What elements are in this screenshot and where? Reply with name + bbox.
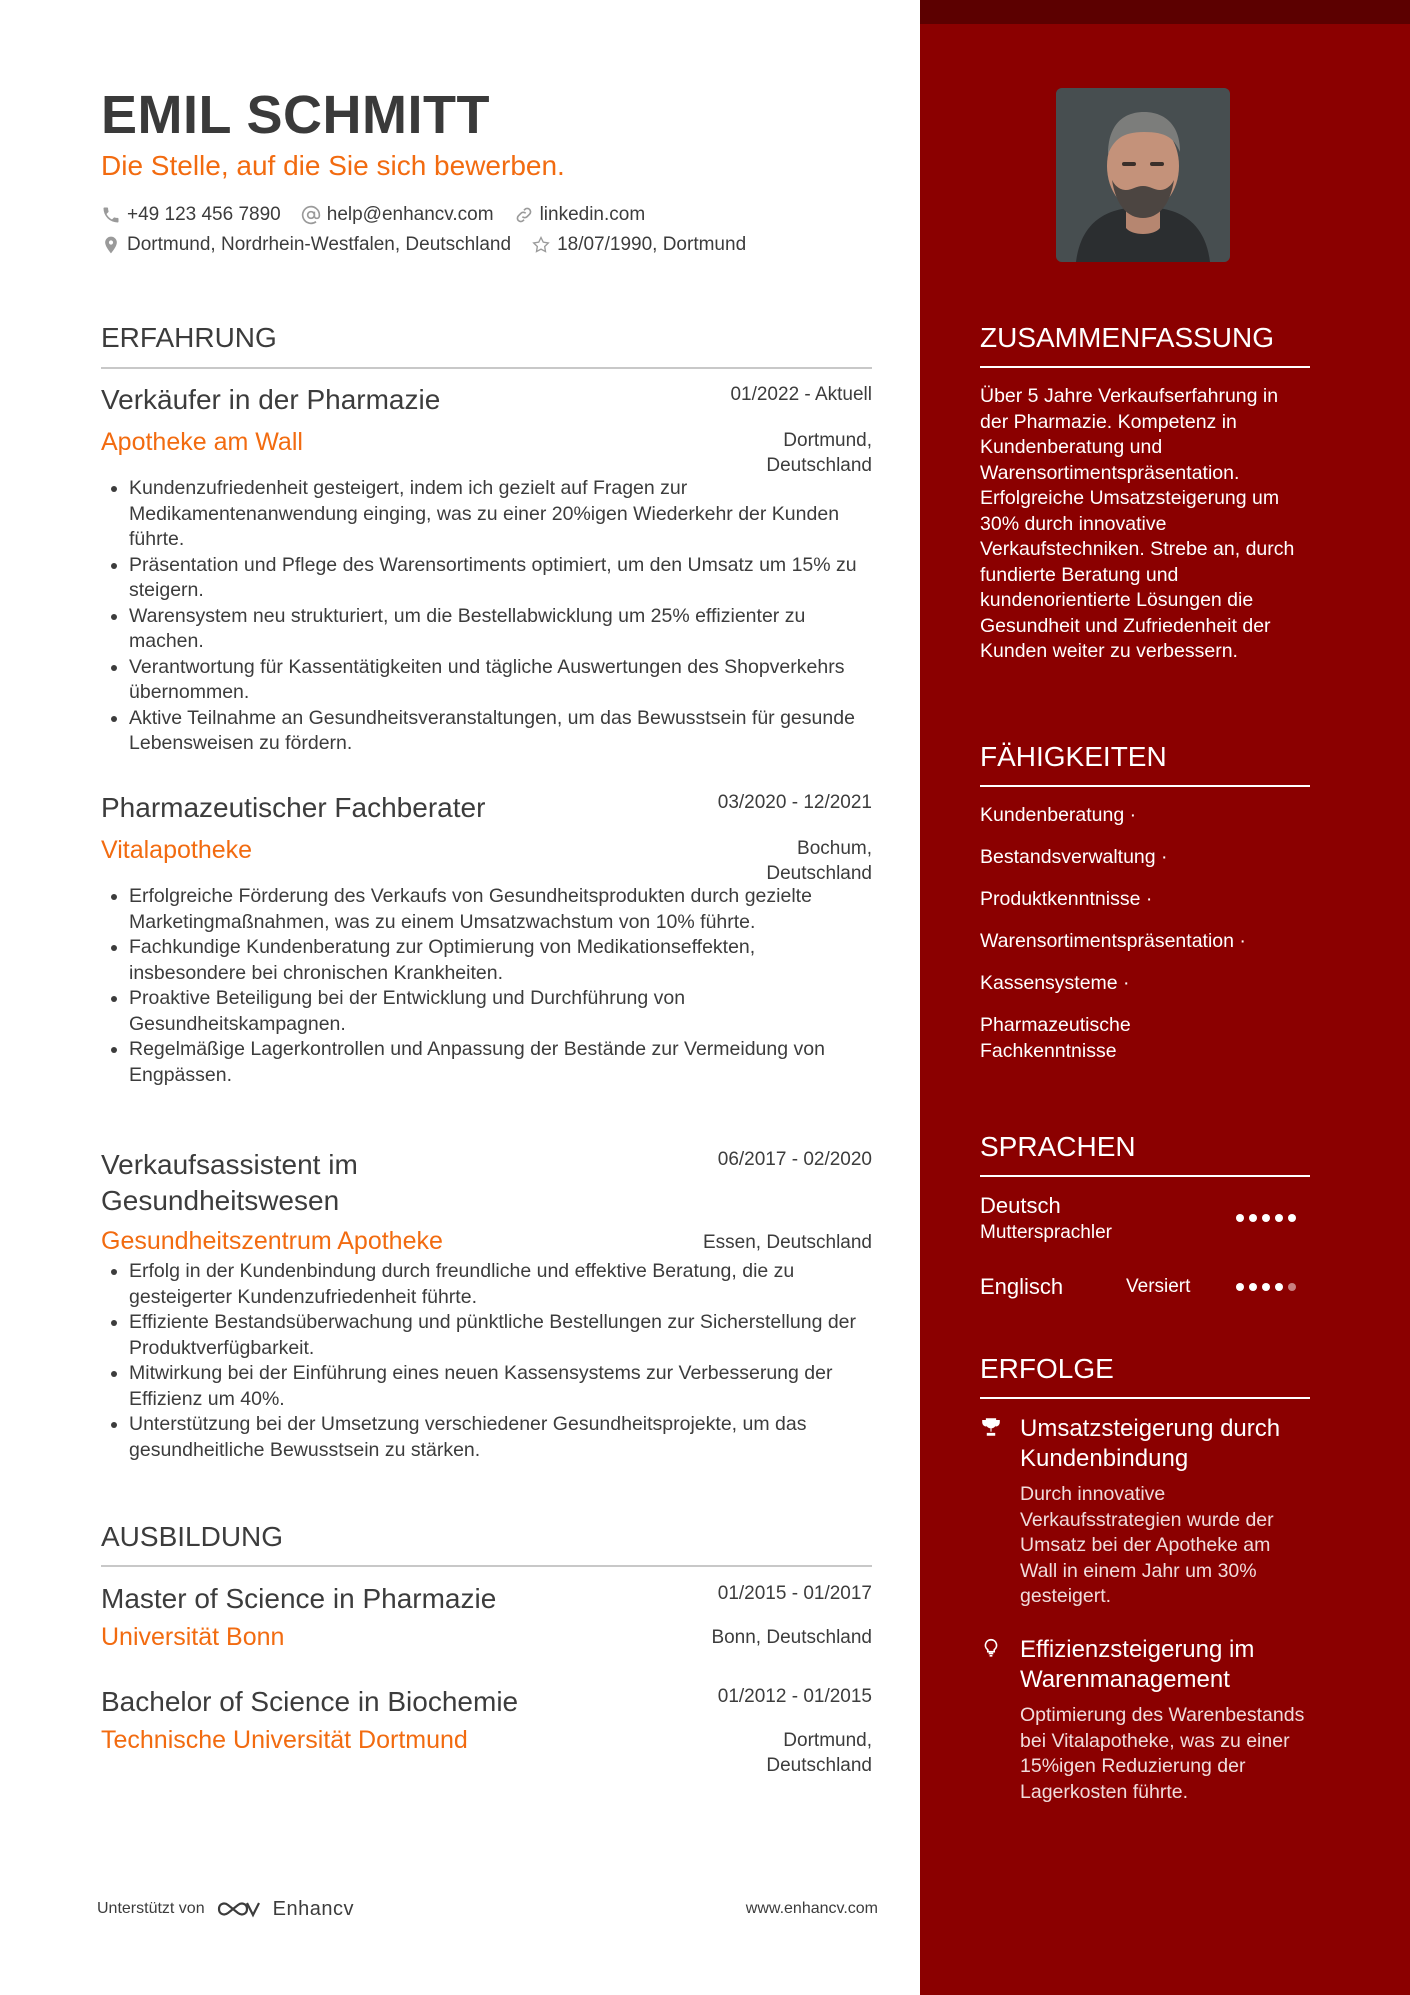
rating-dot-filled xyxy=(1275,1283,1283,1291)
bullet-item: Mitwirkung bei der Einführung eines neuen Kassensystems zur Verbesserung der Effizienz um 40%. xyxy=(101,1361,872,1412)
skill-item: Kundenberatung · xyxy=(980,804,1137,826)
skill-item: Kassensysteme · xyxy=(980,972,1130,994)
location-contact xyxy=(101,234,511,256)
rating-dot-filled xyxy=(1236,1283,1244,1291)
education-entry xyxy=(101,1581,872,1653)
birth-contact xyxy=(531,234,746,256)
job-location: Essen, Deutschland xyxy=(703,1232,872,1253)
job-entry xyxy=(101,790,872,1088)
skill-item: Warensortimentspräsentation · xyxy=(980,930,1246,952)
job-dates: 01/2022 - Aktuell xyxy=(730,384,872,405)
bullet-item: Regelmäßige Lagerkontrollen und Anpassung der Bestände zur Vermeidung von Engpässen. xyxy=(101,1037,872,1088)
bullet-item: Unterstützung bei der Umsetzung verschiedener Gesundheitsprojekte, um das gesundheitliche Bewusstsein zu stärken. xyxy=(101,1412,872,1463)
rating-dot-filled xyxy=(1288,1214,1296,1222)
school-location: Bonn, Deutschland xyxy=(711,1627,872,1648)
achievement-title: Umsatzsteigerung durch Kundenbindung xyxy=(1020,1415,1281,1472)
trophy-icon xyxy=(980,1416,1002,1438)
skills-heading: FÄHIGKEITEN xyxy=(980,741,1167,772)
job-dates: 03/2020 - 12/2021 xyxy=(717,792,872,813)
rating-dot-filled xyxy=(1275,1214,1283,1222)
bullet-item: Aktive Teilnahme an Gesundheitsveranstaltungen, um das Bewusstsein für gesunde Lebensweisen zu fördern. xyxy=(101,706,872,757)
rating-dot-filled xyxy=(1236,1214,1244,1222)
job-bullets xyxy=(101,1259,872,1463)
phone-text: +49 123 456 7890 xyxy=(127,204,281,225)
language-rating xyxy=(1236,1214,1301,1222)
education-divider xyxy=(101,1565,872,1567)
link-icon xyxy=(514,205,534,225)
education-heading: AUSBILDUNG xyxy=(101,1521,284,1552)
job-location-line1: Dortmund, xyxy=(783,430,872,451)
education-entry xyxy=(101,1684,872,1776)
email-contact[interactable] xyxy=(301,204,494,226)
skill-item: Produktkenntnisse · xyxy=(980,888,1153,910)
sidebar xyxy=(920,0,1410,1995)
footer-url[interactable]: www.enhancv.com xyxy=(745,1900,878,1917)
lightbulb-icon xyxy=(980,1637,1002,1659)
skills-divider xyxy=(980,785,1310,787)
degree-title: Bachelor of Science in Biochemie xyxy=(101,1686,519,1717)
job-location-line2: Deutschland xyxy=(766,455,872,476)
skill-item: Bestandsverwaltung · xyxy=(980,846,1168,868)
brand-name: Enhancv xyxy=(272,1897,354,1920)
bullet-item: Kundenzufriedenheit gesteigert, indem ich gezielt auf Fragen zur Medikamentenanwendung einging, was zu einer 20%igen Wiederkehr der Kunden führte. xyxy=(101,476,872,553)
degree-title: Master of Science in Pharmazie xyxy=(101,1583,497,1614)
location-text: Dortmund, Nordrhein-Westfalen, Deutschland xyxy=(127,234,512,255)
birth-text: 18/07/1990, Dortmund xyxy=(557,234,747,255)
achievement-desc: Optimierung des Warenbestands bei Vitalapotheke, was zu einer 15%igen Reduzierung der Lagerkosten führte. xyxy=(1020,1704,1305,1803)
target-job-title: Die Stelle, auf die Sie sich bewerben. xyxy=(101,150,565,181)
summary-text: Über 5 Jahre Verkaufserfahrung in der Pharmazie. Kompetenz in Kundenberatung und Warensortimentspräsentation. Erfolgreiche Umsatzsteigerung um 30% durch innovative Verkaufstechniken. Strebe an, durch fundierte Beratung und kundenorientierte Lösungen die Gesundheit und Zufriedenheit der Kunden weiter zu verbessern. xyxy=(980,385,1295,662)
language-name: Deutsch xyxy=(980,1193,1061,1218)
rating-dot-filled xyxy=(1262,1214,1270,1222)
phone-icon xyxy=(101,205,121,225)
location-pin-icon xyxy=(101,235,121,255)
candidate-name: EMIL SCHMITT xyxy=(101,85,490,145)
bullet-item: Verantwortung für Kassentätigkeiten und tägliche Auswertungen des Shopverkehrs übernommen. xyxy=(101,655,872,706)
rating-dot-filled xyxy=(1249,1214,1257,1222)
job-bullets xyxy=(101,476,872,757)
rating-dot-filled xyxy=(1262,1283,1270,1291)
bullet-item: Effiziente Bestandsüberwachung und pünktliche Bestellungen zur Sicherstellung der Produktverfügbarkeit. xyxy=(101,1310,872,1361)
job-location-line2: Deutschland xyxy=(766,863,872,884)
star-icon xyxy=(531,235,551,255)
at-icon xyxy=(301,205,321,225)
bullet-item: Erfolgreiche Förderung des Verkaufs von Gesundheitsprodukten durch gezielte Marketingmaßnahmen, was zu einem Umsatzwachstum von 10% führte. xyxy=(101,884,872,935)
job-bullets xyxy=(101,884,872,1088)
degree-dates: 01/2015 - 01/2017 xyxy=(717,1583,872,1604)
bullet-item: Fachkundige Kundenberatung zur Optimierung von Medikationseffekten, insbesondere bei chronischen Krankheiten. xyxy=(101,935,872,986)
sidebar-top-band xyxy=(920,0,1410,24)
job-title-line1: Verkaufsassistent im xyxy=(101,1149,358,1180)
language-name: Englisch xyxy=(980,1274,1064,1299)
language-rating xyxy=(1236,1283,1301,1291)
contact-row-1 xyxy=(101,204,665,226)
language-level: Muttersprachler xyxy=(980,1222,1112,1243)
achievement-title: Effizienzsteigerung im Warenmanagement xyxy=(1020,1636,1255,1693)
job-company: Gesundheitszentrum Apotheke xyxy=(101,1227,443,1255)
email-text: help@enhancv.com xyxy=(326,204,494,225)
job-entry xyxy=(101,382,872,757)
bullet-item: Präsentation und Pflege des Warensortiments optimiert, um den Umsatz um 15% zu steigern. xyxy=(101,553,872,604)
skill-item: Pharmazeutische Fachkenntnisse xyxy=(980,1014,1131,1062)
school-name: Universität Bonn xyxy=(101,1623,285,1651)
job-location xyxy=(766,836,872,886)
job-title-line2: Gesundheitswesen xyxy=(101,1185,340,1216)
job-company: Vitalapotheke xyxy=(101,836,253,864)
powered-by-text: Unterstützt von xyxy=(97,1900,205,1917)
job-title: Pharmazeutischer Fachberater xyxy=(101,792,486,823)
job-title: Verkäufer in der Pharmazie xyxy=(101,384,441,415)
achievement-desc: Durch innovative Verkaufsstrategien wurde der Umsatz bei der Apotheke am Wall in einem Jahr um 30% gesteigert. xyxy=(1020,1483,1274,1607)
phone-contact[interactable] xyxy=(101,204,281,226)
linkedin-contact[interactable] xyxy=(514,204,646,226)
job-location-line1: Bochum, xyxy=(797,838,872,859)
rating-dot-filled xyxy=(1249,1283,1257,1291)
achievements-heading: ERFOLGE xyxy=(980,1353,1114,1384)
school-location-line1: Dortmund, xyxy=(783,1730,872,1751)
languages-heading: SPRACHEN xyxy=(980,1131,1136,1162)
contact-row-2 xyxy=(101,234,766,256)
bullet-item: Erfolg in der Kundenbindung durch freundliche und effektive Beratung, die zu gesteigerter Kundenzufriedenheit führte. xyxy=(101,1259,872,1310)
linkedin-text: linkedin.com xyxy=(539,204,646,225)
school-location-line2: Deutschland xyxy=(766,1755,872,1776)
experience-divider xyxy=(101,367,872,369)
languages-divider xyxy=(980,1175,1310,1177)
profile-photo xyxy=(1056,88,1230,262)
bullet-item: Proaktive Beteiligung bei der Entwicklung und Durchführung von Gesundheitskampagnen. xyxy=(101,986,872,1037)
job-company: Apotheke am Wall xyxy=(101,428,303,456)
degree-dates: 01/2012 - 01/2015 xyxy=(717,1686,872,1707)
language-level: Versiert xyxy=(1126,1276,1191,1297)
achievements-divider xyxy=(980,1397,1310,1399)
school-location xyxy=(766,1728,872,1778)
summary-divider xyxy=(980,366,1310,368)
summary-heading: ZUSAMMENFASSUNG xyxy=(980,322,1275,353)
bullet-item: Warensystem neu strukturiert, um die Bestellabwicklung um 25% effizienter zu machen. xyxy=(101,604,872,655)
rating-dot-empty xyxy=(1288,1283,1296,1291)
job-location xyxy=(766,428,872,478)
school-name: Technische Universität Dortmund xyxy=(101,1726,468,1754)
job-entry xyxy=(101,1147,872,1463)
experience-heading: ERFAHRUNG xyxy=(101,322,277,353)
job-dates: 06/2017 - 02/2020 xyxy=(717,1149,872,1170)
